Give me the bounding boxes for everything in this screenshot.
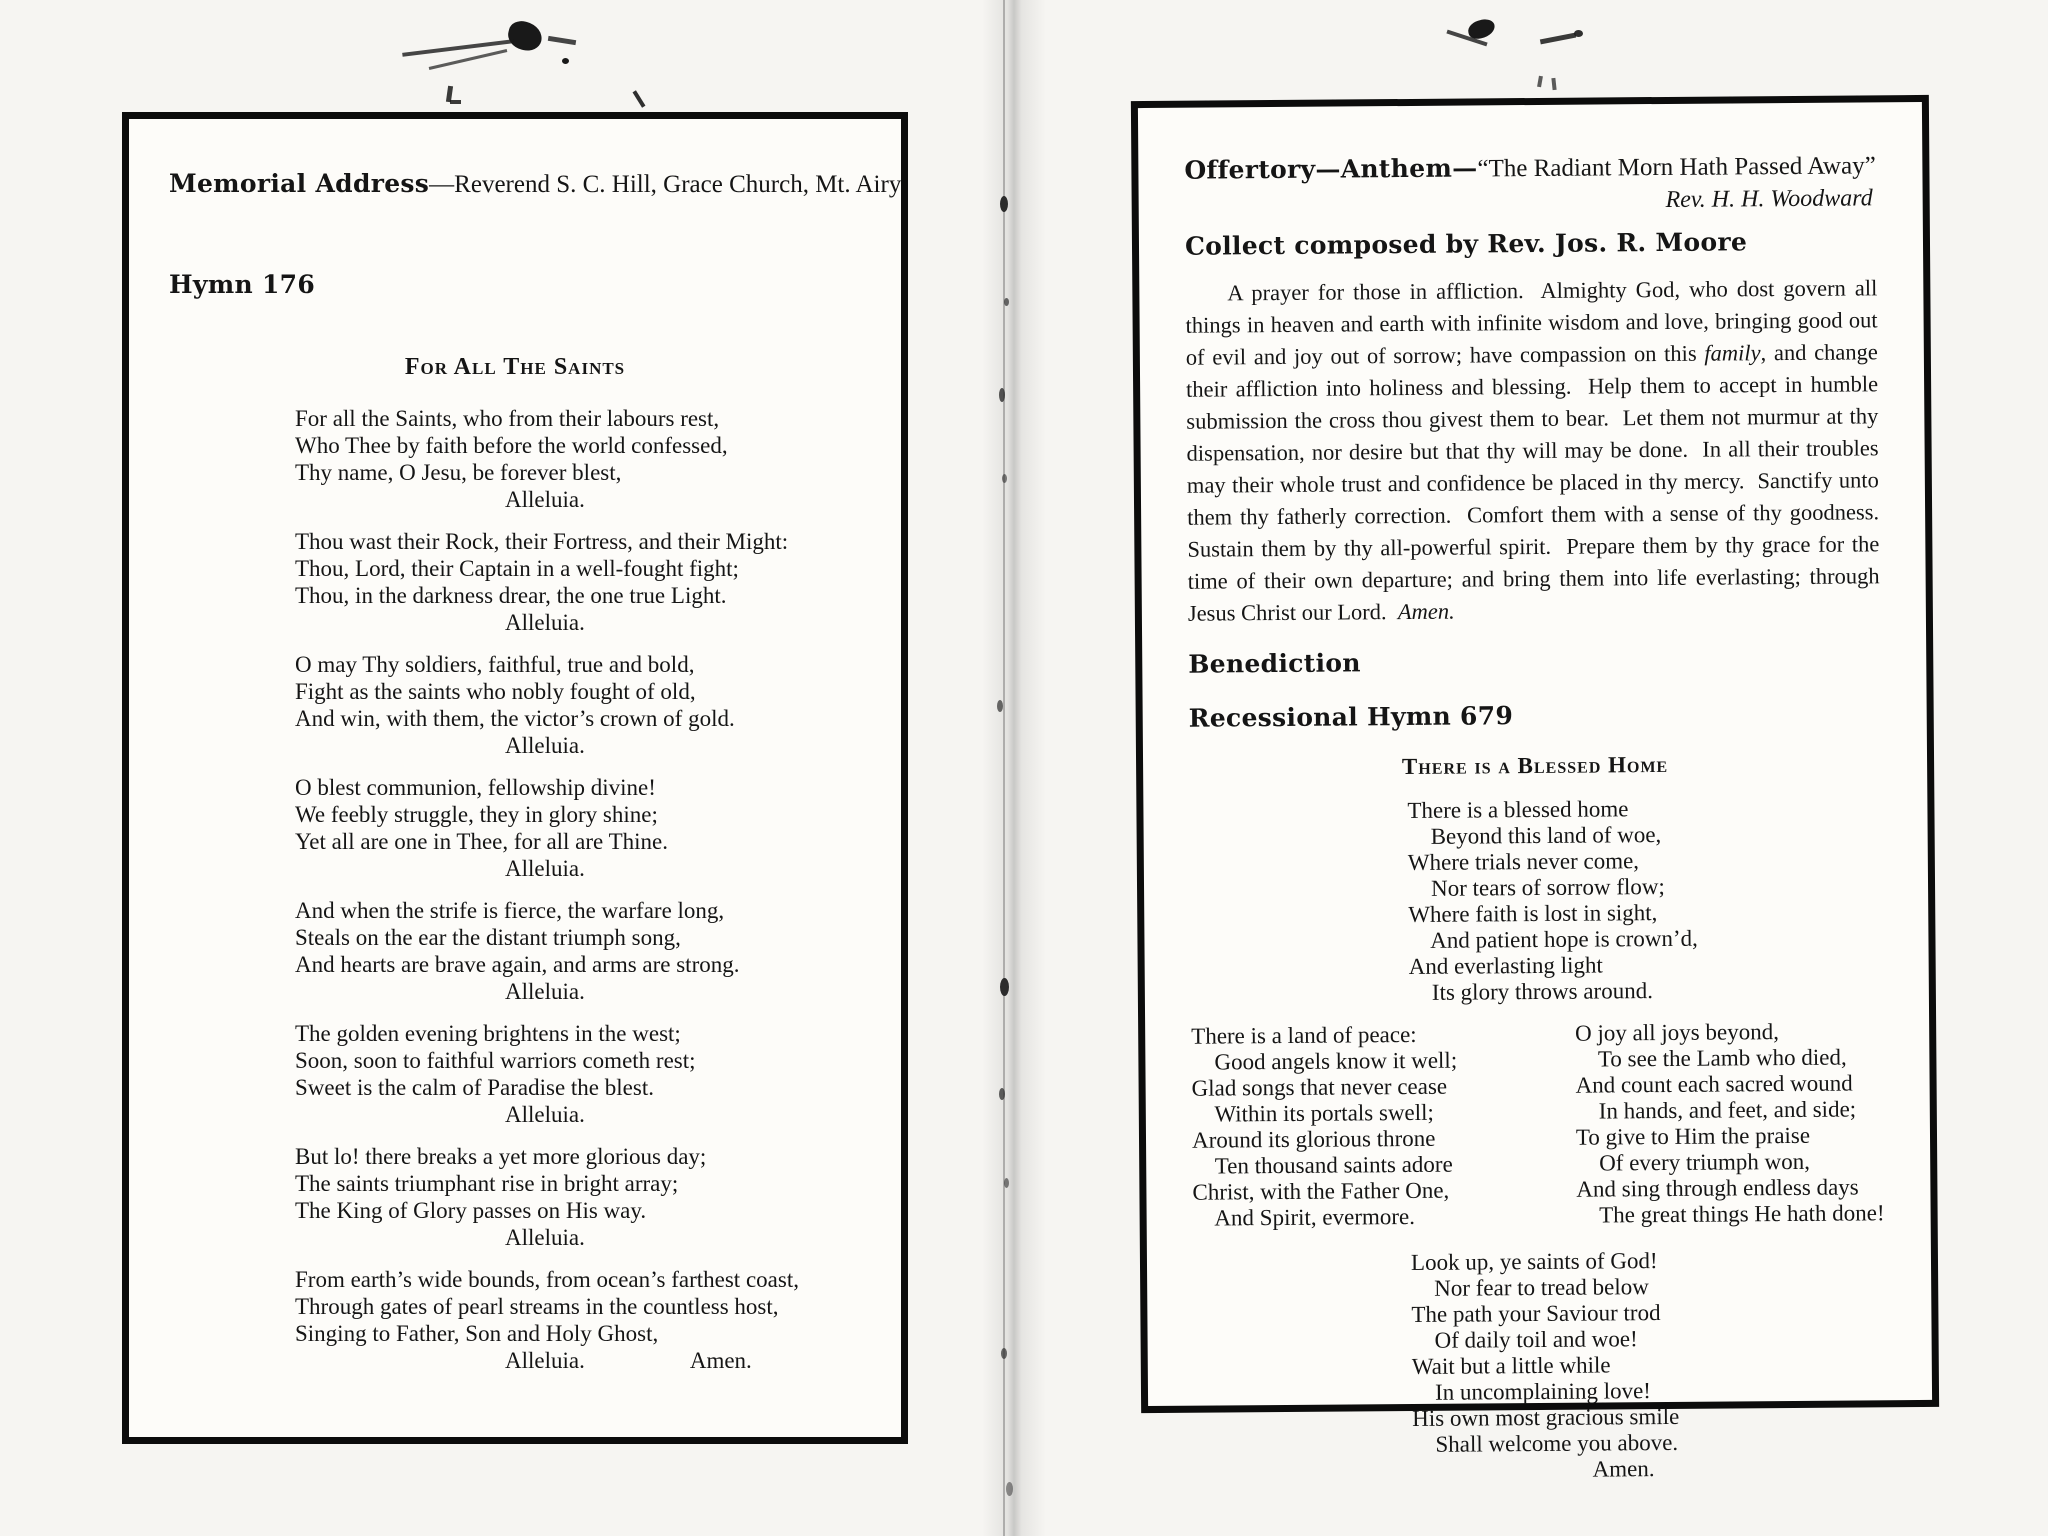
verse-line: Wait but a little while [1411, 1352, 1611, 1379]
fold-speck [1006, 1482, 1013, 1496]
verse-line: The golden evening brightens in the west; [295, 1021, 681, 1046]
verse-line: The saints triumphant rise in bright array; [295, 1171, 679, 1196]
recessional-stanza-first [1407, 796, 1698, 1006]
verse-line: But lo! there breaks a yet more glorious day; [295, 1144, 707, 1169]
verse-line: The King of Glory passes on His way. [295, 1198, 647, 1223]
verse-line: Thou, in the darkness drear, the one true Light. [295, 583, 727, 608]
verse-line: Sweet is the calm of Paradise the blest. [295, 1075, 654, 1100]
verse-line: O blest communion, fellowship divine! [295, 775, 656, 800]
hymn-stanza [295, 1143, 861, 1251]
verse-line: Nor tears of sorrow flow; [1407, 873, 1665, 902]
verse-line: In hands, and feet, and side; [1575, 1096, 1857, 1124]
hymn-title: For All The Saints [404, 354, 626, 380]
verse-line: O joy all joys beyond, [1575, 1019, 1780, 1046]
anthem-title: “The Radiant Morn Hath Passed Away” [1477, 152, 1876, 183]
verse-line: Where trials never come, [1407, 848, 1640, 876]
alleluia-refrain: Alleluia. [505, 1348, 585, 1373]
verse-line: Around its glorious throne [1191, 1125, 1436, 1153]
verse-line: And sing through endless days [1576, 1174, 1859, 1202]
memorial-address-label: Memorial Address [169, 169, 430, 198]
collect-heading: Collect composed by Rev. Jos. R. Moore [1184, 227, 1748, 261]
verse-line: And win, with them, the victor’s crown of gold. [295, 706, 735, 731]
ink-smudge [1574, 30, 1583, 37]
memorial-address-heading [169, 169, 902, 200]
hymn-stanza [295, 651, 861, 759]
verse-line: And hearts are brave again, and arms are strong. [295, 952, 740, 977]
recessional-stanza-final [1411, 1248, 1680, 1484]
recessional-hymn-heading: Recessional Hymn 679 [1188, 701, 1514, 733]
verse-line: Of daily toil and woe! [1411, 1326, 1638, 1353]
verse-line: And Spirit, evermore. [1192, 1203, 1416, 1231]
stanza-column-left [1191, 1021, 1577, 1232]
alleluia-refrain: Alleluia. [505, 610, 585, 635]
recessional-hymn-title: There is a Blessed Home [1401, 751, 1669, 780]
recessional-stanza-columns [1191, 1018, 1885, 1231]
hymn-stanza [295, 405, 861, 513]
left-page [122, 112, 908, 1444]
verse-line: Within its portals swell; [1191, 1099, 1434, 1127]
hymn-stanzas [295, 405, 861, 1374]
hymn-stanza [295, 774, 861, 882]
verse-line: In uncomplaining love! [1411, 1378, 1652, 1405]
ink-smudge [450, 100, 461, 104]
verse-line: And when the strife is fierce, the warfare long, [295, 898, 725, 923]
fold-speck [1002, 474, 1007, 483]
verse-line: And patient hope is crown’d, [1408, 925, 1698, 953]
verse-line: There is a land of peace: [1191, 1021, 1417, 1049]
verse-line: Thy name, O Jesu, be forever blest, [295, 460, 622, 485]
verse-line: Singing to Father, Son and Holy Ghost, [295, 1321, 659, 1346]
fold-speck [1000, 978, 1009, 996]
alleluia-refrain: Alleluia. [505, 733, 585, 758]
verse-line: The path your Saviour trod [1411, 1300, 1661, 1327]
benediction-heading: Benediction [1188, 648, 1361, 679]
fold-speck [1004, 298, 1009, 306]
verse-line: Of every triumph won, [1576, 1148, 1811, 1176]
composer-credit: Rev. H. H. Woodward [1665, 185, 1873, 213]
ink-smudge [562, 58, 569, 64]
prayer-text-segment: , and change their affliction into holiness and blessing. Help them to accept in humble submission the cross thou givest them to bear. Let them not murmur at thy dispensation, nor desire but that thy will may be done. In all their troubles may their whole trust and confidence be placed in thy mercy. Sanctify unto them thy fatherly correction. Comfort them with a sense of thy goodness. Sustain them by thy all-powerful spirit. Prepare them by thy grace for the time of their own departure; and bring them into life everlasting; through Jesus Christ our Lord. [1186, 339, 1891, 626]
prayer-paragraph [1185, 272, 1891, 629]
verse-line: Steals on the ear the distant triumph song, [295, 925, 681, 950]
verse-line: Where faith is lost in sight, [1408, 900, 1658, 927]
verse-line: Who Thee by faith before the world confessed, [295, 433, 728, 458]
verse-line: Its glory throws around. [1408, 978, 1653, 1005]
amen-text: Amen. [1592, 1456, 1655, 1482]
verse-line: Ten thousand saints adore [1192, 1151, 1453, 1179]
offertory-heading [1184, 150, 1876, 186]
verse-line: Fight as the saints who nobly fought of old, [295, 679, 696, 704]
verse-line: And everlasting light [1408, 952, 1603, 979]
center-fold-line [1003, 0, 1005, 1536]
verse-line: Yet all are one in Thee, for all are Thine. [295, 829, 668, 854]
alleluia-refrain: Alleluia. [505, 1102, 585, 1127]
verse-line: Thou wast their Rock, their Fortress, and their Might: [295, 529, 789, 554]
prayer-text-segment: Amen. [1397, 598, 1455, 625]
alleluia-refrain: Alleluia. [505, 856, 585, 881]
verse-line: To give to Him the praise [1575, 1122, 1811, 1150]
verse-line: From earth’s wide bounds, from ocean’s farthest coast, [295, 1267, 799, 1292]
verse-line: There is a blessed home [1407, 796, 1629, 824]
fold-speck [997, 700, 1003, 712]
alleluia-refrain: Alleluia. [505, 1225, 585, 1250]
verse-line: For all the Saints, who from their labours rest, [295, 406, 720, 431]
prayer-text-segment: family [1704, 340, 1761, 366]
ink-smudge [505, 18, 545, 53]
verse-line: Glad songs that never cease [1191, 1073, 1448, 1101]
ink-smudge [548, 36, 576, 45]
offertory-label: Offertory—Anthem— [1184, 153, 1478, 185]
verse-line: We feebly struggle, they in glory shine; [295, 802, 658, 827]
verse-line: Shall welcome you above. [1412, 1429, 1679, 1457]
verse-line: O may Thy soldiers, faithful, true and bold, [295, 652, 695, 677]
verse-line: Christ, with the Father One, [1192, 1177, 1450, 1205]
verse-line: And count each sacred wound [1575, 1070, 1853, 1098]
verse-line: Beyond this land of woe, [1407, 822, 1662, 850]
ink-smudge [1540, 33, 1576, 45]
alleluia-refrain: Alleluia. [505, 979, 585, 1004]
verse-line: Look up, ye saints of God! [1410, 1248, 1658, 1275]
memorial-address-detail: —Reverend S. C. Hill, Grace Church, Mt. Airy [429, 171, 902, 198]
hymn-stanza [295, 897, 861, 1005]
amen-text: Amen. [689, 1348, 752, 1373]
prayer-text-segment: A prayer for those in affliction. Almighty God, who dost govern all things in heaven and earth with infinite wisdom and love, bringing good out of evil and joy out of sorrow; have compassion on this [1185, 275, 1884, 370]
center-fold-shadow [982, 0, 1046, 1536]
hymn-stanza [295, 1266, 861, 1374]
ink-smudge [633, 90, 646, 107]
fold-speck [1001, 1348, 1007, 1359]
hymn-stanza [295, 1020, 861, 1128]
fold-speck [999, 1088, 1005, 1100]
alleluia-refrain: Alleluia. [505, 487, 585, 512]
verse-line: Nor fear to tread below [1411, 1274, 1649, 1301]
verse-line: Good angels know it well; [1191, 1047, 1458, 1075]
ink-smudge [1537, 76, 1543, 88]
fold-speck [999, 388, 1005, 402]
fold-speck [1000, 196, 1008, 212]
right-page [1131, 95, 1939, 1482]
verse-line: To see the Lamb who died, [1575, 1044, 1847, 1072]
verse-line: Through gates of pearl streams in the countless host, [295, 1294, 779, 1319]
ink-smudge [1551, 78, 1556, 90]
verse-line: Thou, Lord, their Captain in a well-fought fight; [295, 556, 739, 581]
hymn-stanza [295, 528, 861, 636]
verse-line: His own most gracious smile [1412, 1403, 1680, 1431]
ink-smudge [429, 49, 508, 70]
hymn-number-heading: Hymn 176 [169, 270, 316, 299]
verse-line: Soon, soon to faithful warriors cometh rest; [295, 1048, 696, 1073]
stanza-column-right [1575, 1018, 1885, 1228]
fold-speck [1004, 1178, 1009, 1188]
verse-line: The great things He hath done! [1576, 1200, 1885, 1228]
